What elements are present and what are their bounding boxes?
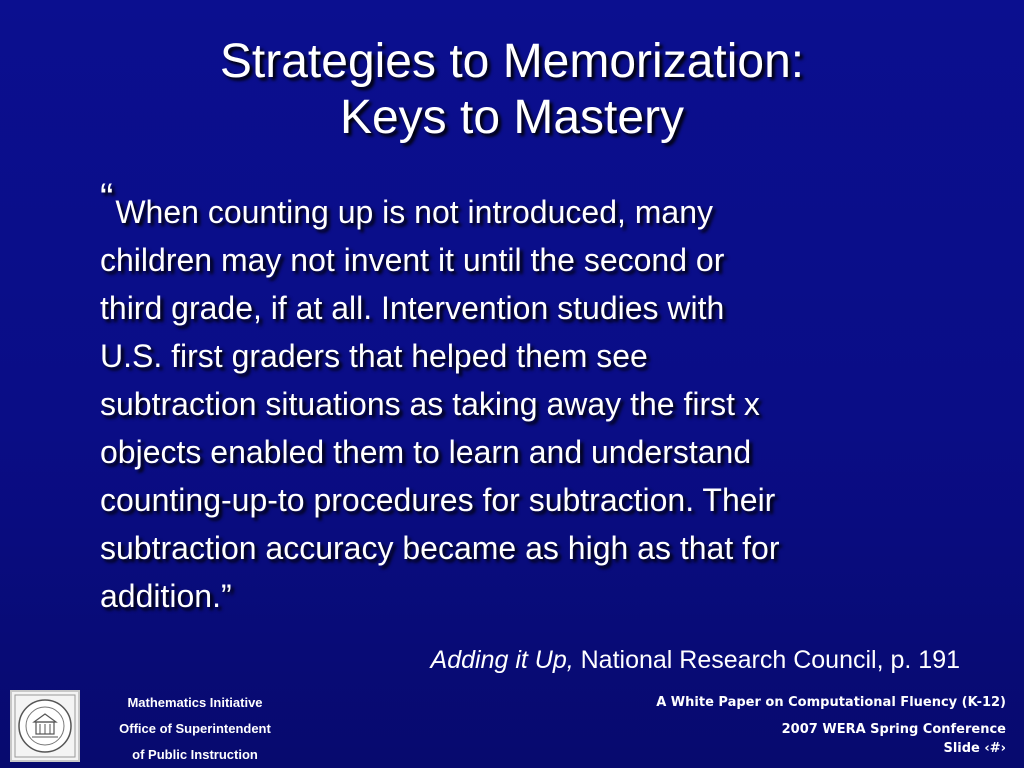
org-line-1: Mathematics Initiative: [127, 695, 263, 710]
state-seal-icon: [10, 690, 80, 762]
citation-source: National Research Council, p. 191: [573, 646, 960, 674]
quote-line-5: subtraction situations as taking away the first x: [100, 386, 760, 422]
footer-paper-title: A White Paper on Computational Fluency (K-12): [656, 695, 1006, 710]
quote-line-7: counting-up-to procedures for subtraction. Their: [100, 482, 776, 518]
footer-slide-number: Slide ‹#›: [943, 741, 1006, 756]
slide-title: [0, 34, 1024, 146]
quote-line-9: addition.”: [100, 578, 232, 614]
footer-organization: [10, 690, 300, 766]
footer-info: [656, 692, 1006, 758]
quote-body: [100, 176, 980, 620]
org-line-3: of Public Instruction: [132, 747, 258, 762]
citation-title: Adding it Up,: [430, 646, 574, 674]
org-line-2: Office of Superintendent: [119, 721, 271, 736]
footer-conference: 2007 WERA Spring Conference: [781, 722, 1006, 737]
quote-line-2: children may not invent it until the second or: [100, 242, 725, 278]
quote-line-1: “When counting up is not introduced, many: [100, 176, 714, 230]
quote-line-8: subtraction accuracy became as high as that for: [100, 530, 780, 566]
quote-line-4: U.S. first graders that helped them see: [100, 338, 648, 374]
citation: [431, 644, 960, 676]
organization-name: [90, 690, 300, 768]
title-line-1: Strategies to Memorization:: [219, 35, 805, 88]
quote-line-3: third grade, if at all. Intervention studies with: [100, 290, 725, 326]
open-quote-mark: “: [100, 176, 114, 220]
title-line-2: Keys to Mastery: [339, 91, 685, 144]
quote-line-6: objects enabled them to learn and understand: [100, 434, 752, 470]
